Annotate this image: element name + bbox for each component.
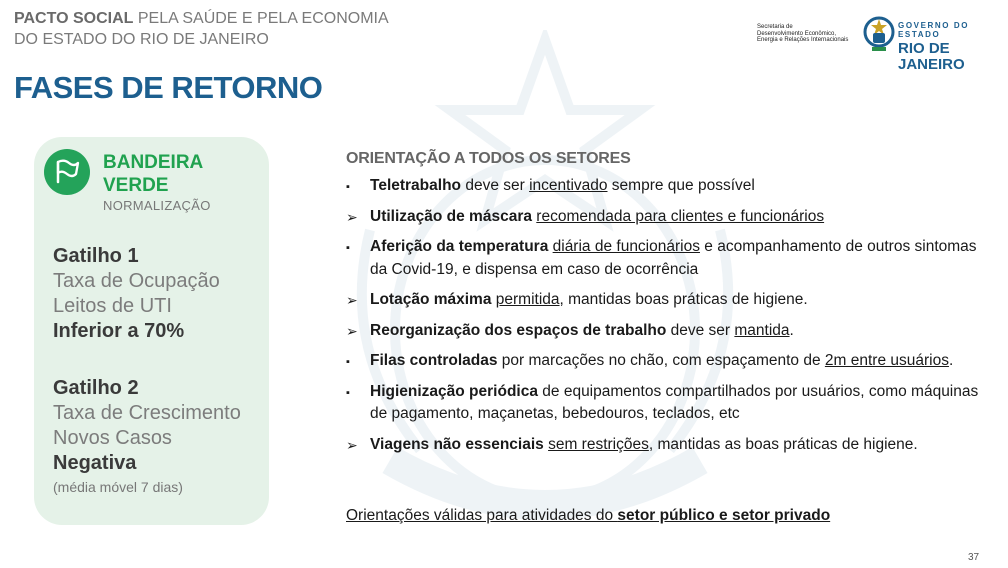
secretaria-logo — [757, 24, 857, 44]
band-title — [103, 151, 203, 197]
gatilho-2-note: (média móvel 7 dias) — [53, 479, 183, 495]
gatilho-2-value: Negativa — [53, 452, 137, 474]
item-text: sempre que possível — [607, 177, 755, 194]
gatilho-1-line2: Leitos de UTI — [53, 295, 172, 317]
flag-icon-circle — [44, 149, 90, 195]
list-item — [346, 350, 986, 373]
item-text: e acompanhamento de outros sintomas da Covid-19, e dispensa em caso de ocorrência — [370, 238, 977, 278]
list-item — [346, 434, 986, 457]
list-item — [346, 320, 986, 343]
list-item — [346, 289, 986, 312]
orientation-list — [346, 175, 986, 456]
band-title-line2: VERDE — [103, 175, 169, 196]
square-bullet-icon: ▪ — [346, 386, 350, 399]
item-text: . — [789, 321, 794, 339]
arrow-bullet-icon: ➢ — [346, 322, 358, 339]
item-text: deve ser — [461, 177, 530, 194]
item-text: de equipamentos compartilhados por usuários, como máquinas de pagamento, maçanetas, bebedouros, teclados, etc — [370, 382, 979, 422]
flag-icon — [44, 149, 90, 195]
item-bold-text: Lotação máxima — [370, 291, 492, 308]
gatilho-2 — [53, 376, 241, 497]
gatilho-2-line2: Novos Casos — [53, 427, 172, 449]
item-bold-text: Teletrabalho — [370, 177, 462, 194]
header-line1-bold: PACTO SOCIAL — [14, 10, 134, 27]
footer-note — [346, 507, 830, 525]
arrow-bullet-icon: ➢ — [346, 436, 358, 453]
arrow-bullet-icon: ➢ — [346, 292, 358, 308]
item-text: , mantidas as boas práticas de higiene. — [648, 435, 918, 453]
orientation-title: ORIENTAÇÃO A TODOS OS SETORES — [346, 150, 631, 167]
item-underlined-text: sem restrições — [548, 435, 649, 453]
item-bold-text: Higienização periódica — [370, 382, 538, 400]
item-text: deve ser — [666, 321, 735, 339]
gatilho-1 — [53, 244, 220, 344]
government-logo — [862, 15, 1007, 73]
item-bold-text: Aferição da temperatura — [370, 238, 549, 255]
item-text: por marcações no chão, com espaçamento de — [497, 352, 825, 369]
item-underlined-text: recomendada para clientes e funcionários — [536, 207, 825, 225]
secretaria-line: Secretaria de — [757, 24, 793, 30]
header-subtitle — [14, 8, 389, 50]
item-underlined-text: 2m entre usuários — [824, 352, 949, 369]
state-seal-icon — [862, 15, 896, 53]
list-item — [346, 236, 986, 281]
header-line2: DO ESTADO DO RIO DE JANEIRO — [14, 31, 269, 48]
item-text: . — [948, 352, 954, 369]
band-title-line1: BANDEIRA — [103, 152, 204, 173]
list-item — [346, 381, 986, 426]
header-line1-rest: PELA SAÚDE E PELA ECONOMIA — [137, 10, 389, 27]
item-bold-text: Utilização de máscara — [370, 207, 532, 225]
item-bold-text: Reorganização dos espaços de trabalho — [370, 321, 667, 339]
item-underlined-text: mantida — [734, 321, 790, 339]
page-number: 37 — [968, 552, 980, 563]
page-title: FASES DE RETORNO — [14, 70, 323, 105]
secretaria-line: Desenvolvimento Econômico, — [757, 30, 837, 37]
item-underlined-text: incentivado — [529, 177, 608, 194]
item-underlined-text: diária de funcionários — [552, 238, 700, 255]
square-bullet-icon: ▪ — [346, 181, 350, 193]
secretaria-line: Energia e Relações Internacionais — [757, 37, 849, 43]
gatilho-1-value: Inferior a 70% — [53, 320, 185, 342]
item-bold-text: Filas controladas — [370, 352, 498, 369]
item-bold-text: Viagens não essenciais — [370, 435, 544, 453]
item-text: , mantidas boas práticas de higiene. — [559, 291, 808, 308]
list-item — [346, 175, 986, 198]
band-subtitle: NORMALIZAÇÃO — [103, 198, 211, 213]
phase-card — [34, 137, 269, 525]
gatilho-1-title: Gatilho 1 — [53, 245, 139, 267]
gov-small-text: GOVERNO DO ESTADO — [898, 21, 970, 39]
arrow-bullet-icon: ➢ — [346, 208, 358, 225]
gatilho-1-line1: Taxa de Ocupação — [53, 270, 220, 292]
gatilho-2-title: Gatilho 2 — [53, 377, 139, 399]
gatilho-2-line1: Taxa de Crescimento — [53, 402, 241, 424]
footer-note-bold: setor público e setor privado — [617, 507, 831, 524]
item-underlined-text: permitida — [495, 291, 560, 308]
footer-note-text: Orientações válidas para atividades do — [346, 507, 618, 524]
list-item — [346, 206, 986, 229]
square-bullet-icon: ▪ — [346, 356, 350, 368]
square-bullet-icon: ▪ — [346, 242, 350, 254]
gov-big-text: RIO DE JANEIRO — [898, 40, 965, 73]
